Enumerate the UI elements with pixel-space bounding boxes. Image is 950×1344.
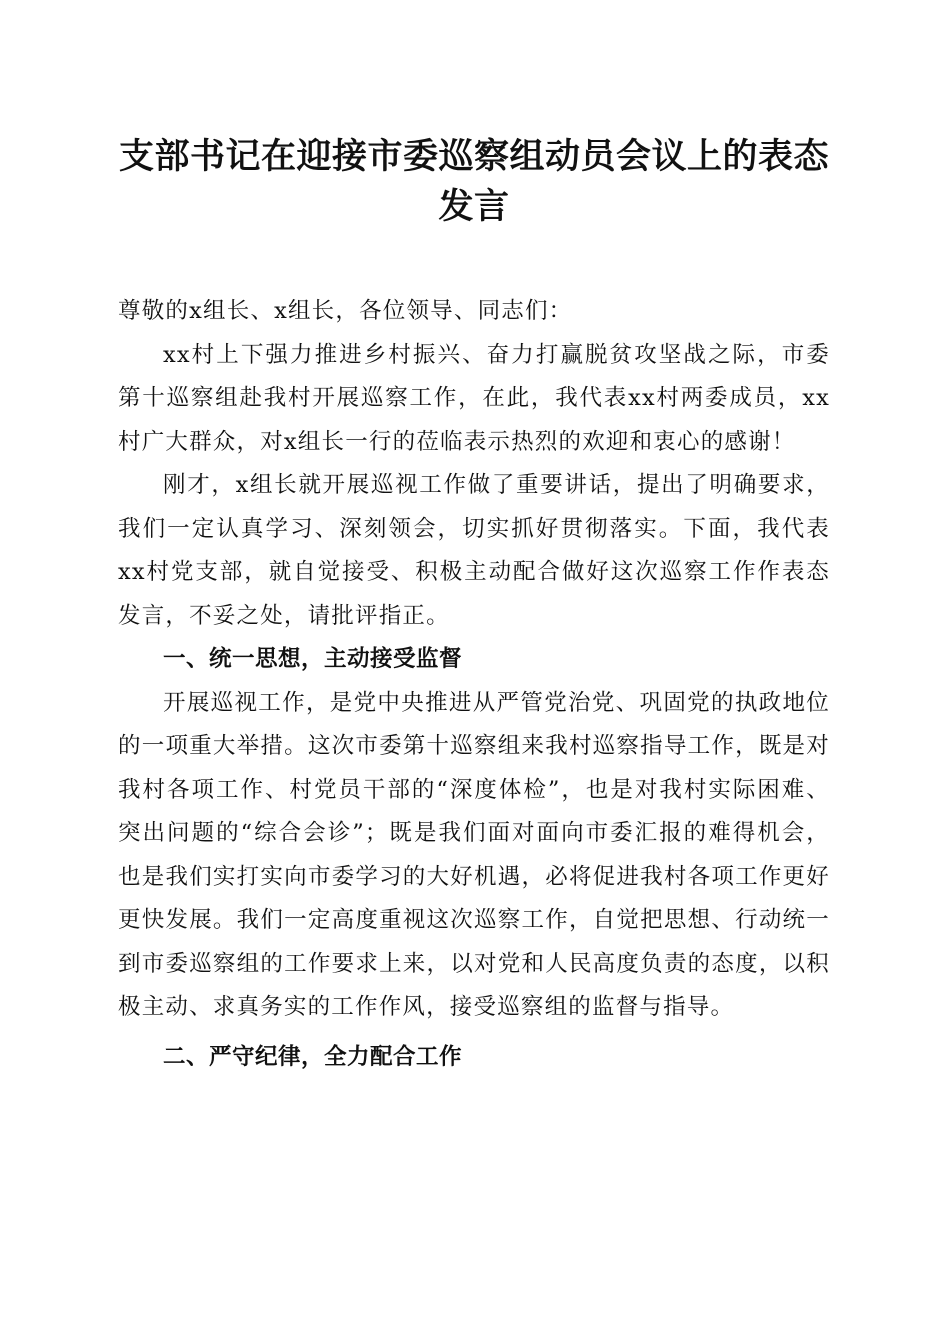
document-title: 支部书记在迎接市委巡察组动员会议上的表态发言	[118, 136, 829, 227]
document-body	[118, 290, 830, 1079]
document-page	[118, 132, 830, 1079]
paragraph-intro: 刚才，x组长就开展巡视工作做了重要讲话，提出了明确要求，我们一定认真学习、深刻领会，切实抓好贯彻落实。下面，我代表xx村党支部，就自觉接受、积极主动配合做好这次巡察工作作表态发言，不妥之处，请批评指正。	[118, 472, 830, 629]
section-1-paragraph: 开展巡视工作，是党中央推进从严管党治党、巩固党的执政地位的一项重大举措。这次市委第十巡察组来我村巡察指导工作，既是对我村各项工作、村党员干部的“深度体检”，也是对我村实际困难、突出问题的“综合会诊”；既是我们面对面向市委汇报的难得机会，也是我们实打实向市委学习的大好机遇，必将促进我村各项工作更好更快发展。我们一定高度重视这次巡察工作，自觉把思想、行动统一到市委巡察组的工作要求上来，以对党和人民高度负责的态度，以积极主动、求真务实的工作作风，接受巡察组的监督与指导。	[118, 689, 830, 1020]
salutation: 尊敬的x组长、x组长，各位领导、同志们：	[118, 298, 573, 324]
paragraph-opening: xx村上下强力推进乡村振兴、奋力打赢脱贫攻坚战之际，市委第十巡察组赴我村开展巡察工作，在此，我代表xx村两委成员，xx村广大群众，对x组长一行的莅临表示热烈的欢迎和衷心的感谢！	[118, 341, 830, 455]
section-heading-1: 一、统一思想，主动接受监督	[163, 646, 463, 672]
section-heading-2: 二、严守纪律，全力配合工作	[163, 1043, 463, 1070]
